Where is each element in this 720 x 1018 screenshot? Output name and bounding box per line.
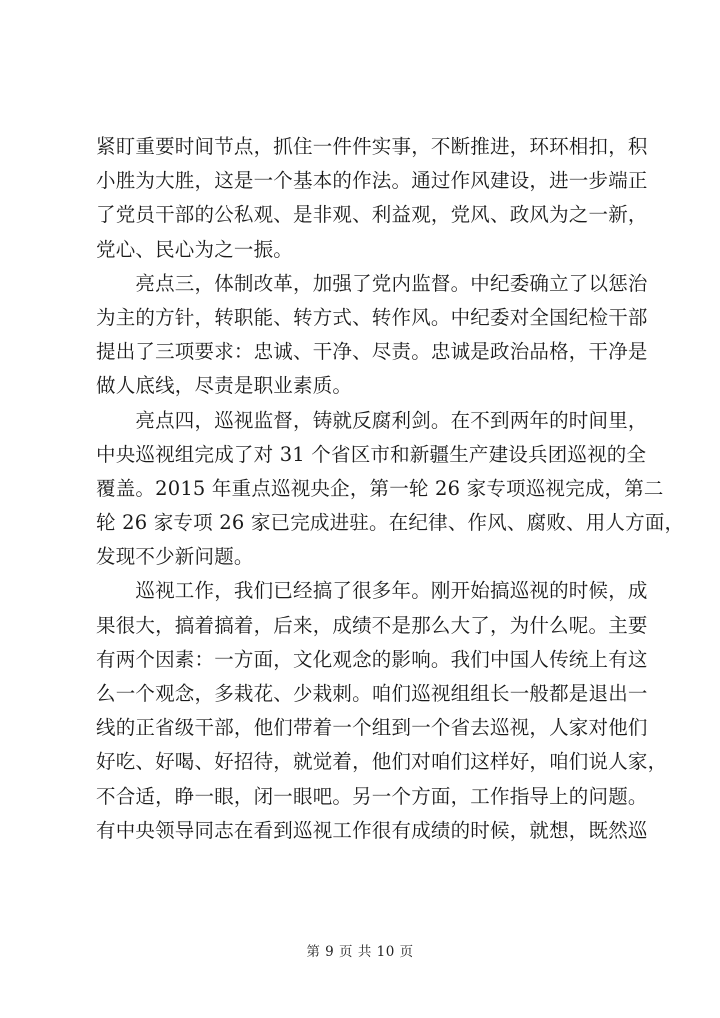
- text-line: 么一个观念，多栽花、少栽刺。咱们巡视组组长一般都是退出一: [96, 682, 648, 705]
- text-line: 亮点三，体制改革，加强了党内监督。中纪委确立了以惩治: [96, 271, 648, 295]
- text-line: 果很大，搞着搞着，后来，成绩不是那么大了，为什么呢。主要: [96, 613, 648, 637]
- text-line: 了党员干部的公私观、是非观、利益观，党风、政风为之一新，: [96, 203, 648, 227]
- page-number-footer: 第 9 页 共 10 页: [306, 944, 414, 960]
- text-line: 覆盖。2015 年重点巡视央企，第一轮 26 家专项巡视完成，第二: [96, 476, 664, 500]
- text-line: 中央巡视组完成了对 31 个省区市和新疆生产建设兵团巡视的全: [96, 442, 647, 466]
- text-line: 有两个因素：一方面，文化观念的影响。我们中国人传统上有这: [96, 647, 648, 671]
- text-line: 发现不少新问题。: [96, 545, 254, 569]
- text-line: 好吃、好喝、好招待，就觉着，他们对咱们这样好，咱们说人家，: [96, 750, 668, 774]
- text-line: 有中央领导同志在看到巡视工作很有成绩的时候，就想，既然巡: [96, 818, 648, 842]
- paragraph-3: [96, 404, 685, 575]
- text-line: 为主的方针，转职能、转方式、转作风。中纪委对全国纪检干部: [96, 305, 648, 329]
- text-line: 紧盯重要时间节点，抓住一件件实事，不断推进，环环相扣，积: [96, 135, 648, 158]
- text-line: 做人底线，尽责是职业素质。: [96, 374, 353, 398]
- text-line: 线的正省级干部，他们带着一个组到一个省去巡视，人家对他们: [96, 716, 648, 740]
- text-line: 亮点四，巡视监督，铸就反腐利剑。在不到两年的时间里，: [96, 408, 648, 432]
- text-line: 巡视工作，我们已经搞了很多年。刚开始搞巡视的时候，成: [96, 579, 648, 603]
- paragraph-4: [96, 574, 668, 848]
- text-line: 不合适，睁一眼，闭一眼吧。另一个方面，工作指导上的问题。: [96, 784, 648, 808]
- paragraph-2: [96, 267, 648, 404]
- text-line: 提出了三项要求：忠诚、干净、尽责。忠诚是政治品格，干净是: [96, 340, 648, 364]
- text-line: 轮 26 家专项 26 家已完成进驻。在纪律、作风、腐败、用人方面，: [96, 511, 685, 535]
- paragraph-1: [96, 130, 648, 267]
- document-body: [96, 130, 685, 848]
- text-line: 党心、民心为之一振。: [96, 237, 294, 261]
- text-line: 小胜为大胜，这是一个基本的作法。通过作风建设，进一步端正: [96, 169, 648, 193]
